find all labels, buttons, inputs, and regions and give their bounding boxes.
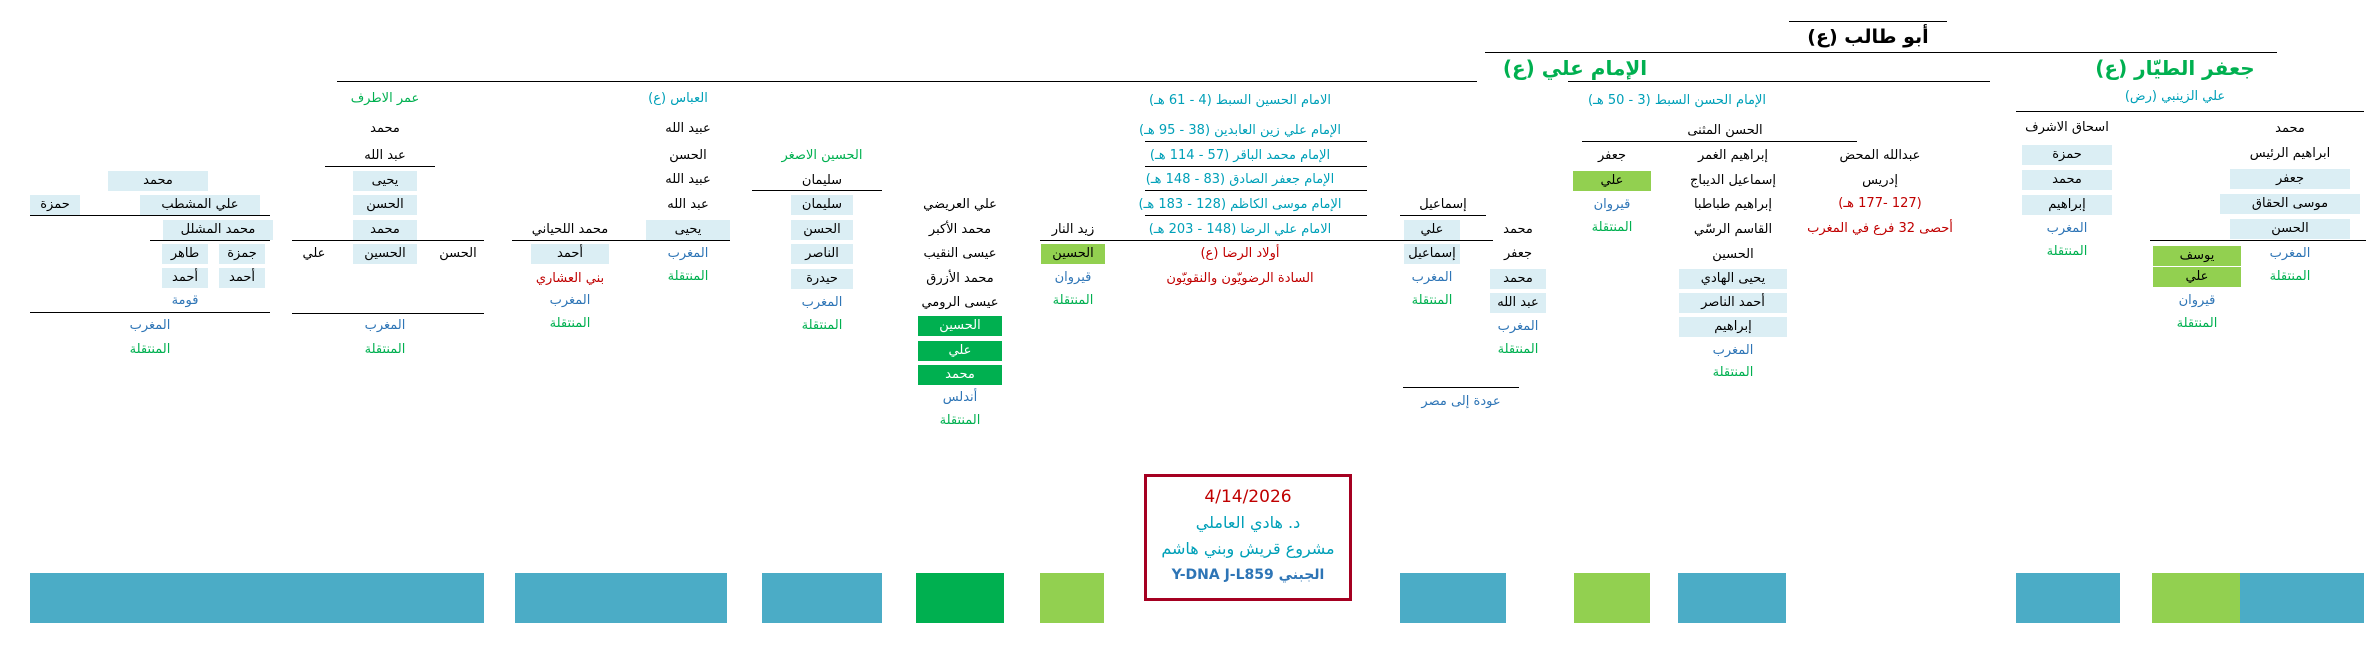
color-band [2240, 573, 2364, 623]
tree-node: علي [918, 341, 1002, 361]
tree-node: اسحاق الاشرف [2025, 120, 2109, 135]
tree-node: عيسى الرومي [921, 295, 999, 310]
tree-node: إبراهيم [1679, 317, 1787, 337]
connector-line [337, 81, 1477, 82]
tree-node: إسماعيل الديباج [1690, 173, 1776, 188]
connector-line [2150, 240, 2366, 241]
tree-node: يحيى [646, 220, 730, 240]
tree-node: إبراهيم طباطبا [1693, 197, 1773, 212]
tree-node: قومة [171, 293, 199, 308]
tree-node: المنتقلة [1712, 365, 1754, 380]
tree-node: الحسن [2230, 219, 2350, 239]
tree-node: علي [1404, 220, 1460, 240]
tree-node: أولاد الرضا (ع) [1200, 246, 1280, 261]
color-band [2152, 573, 2240, 623]
tree-node: عودة إلى مصر [1421, 394, 1501, 409]
tree-node: حمزة [30, 195, 80, 215]
tree-node: المنتقلة [801, 318, 843, 333]
connector-line [325, 166, 435, 167]
connector-line [1145, 190, 1367, 191]
credit-project: مشروع قريش وبني هاشم [1161, 539, 1335, 558]
tree-node: ابراهيم الرئيس [2249, 146, 2331, 161]
tree-node: عبد الله [364, 148, 406, 163]
tree-node: عبيد الله [665, 172, 711, 187]
tree-node: حيدرة [791, 269, 853, 289]
tree-node: علي المشطب [140, 195, 260, 215]
tree-node: علي [302, 246, 326, 261]
tree-node: الإمام علي زين العابدين (38 - 95 هـ) [1139, 123, 1341, 138]
tree-node: الحسن المثنى [1687, 123, 1763, 138]
tree-node: قيروان [1593, 197, 1631, 212]
color-band [1400, 573, 1506, 623]
tree-node: عيسى النقيب [923, 246, 997, 261]
tree-node: الامام الحسين السبط (4 - 61 هـ) [1149, 93, 1331, 108]
tree-node: جعفر [2230, 169, 2350, 189]
tree-node: الحسين [353, 244, 417, 264]
connector-line [1582, 141, 1857, 142]
tree-node: علي الزينبي (رض) [2124, 89, 2226, 104]
tree-node: يحيى [353, 171, 417, 191]
color-band [30, 573, 484, 623]
tree-node: المغرب [667, 246, 709, 261]
tree-node: المنتقلة [1411, 293, 1453, 308]
color-band [1678, 573, 1786, 623]
tree-node: أحمد [531, 244, 609, 264]
tree-node: المغرب [129, 318, 171, 333]
tree-node: عبيد الله [665, 121, 711, 136]
connector-line [1145, 166, 1367, 167]
tree-node: الحسن [353, 195, 417, 215]
tree-node: جمزة [219, 244, 265, 264]
tree-node: القاسم الرسّي [1693, 222, 1773, 237]
tree-node: أبو طالب (ع) [1807, 26, 1929, 48]
tree-node: أحمد [219, 268, 265, 288]
connector-line [292, 313, 484, 314]
tree-node: محمد اللحياني [531, 222, 609, 237]
tree-node: الحسين الاصغر [781, 148, 863, 163]
tree-node: محمد [918, 365, 1002, 385]
connector-line [1789, 21, 1947, 22]
color-band [1040, 573, 1104, 623]
tree-node: الحسن [439, 246, 477, 261]
tree-node: طاهر [162, 244, 208, 264]
connector-line [1145, 141, 1367, 142]
tree-node: المغرب [364, 318, 406, 333]
connector-line [1403, 387, 1519, 388]
connector-line [512, 240, 730, 241]
tree-node: محمد الأزرق [926, 271, 994, 286]
connector-line [1040, 240, 1367, 241]
connector-line [292, 240, 484, 241]
tree-node: الحسين [918, 316, 1002, 336]
tree-node: العباس (ع) [648, 91, 708, 106]
connector-line [30, 215, 270, 216]
tree-node: المنتقلة [129, 342, 171, 357]
tree-node: أندلس [942, 390, 978, 405]
tree-node: زيد النار [1051, 222, 1095, 237]
tree-node: إبراهيم [2022, 195, 2112, 215]
tree-node: يحيى الهادي [1679, 269, 1787, 289]
tree-node: إدريس [1862, 173, 1898, 188]
connector-line [1783, 52, 2277, 53]
tree-node: عبدالله المحض [1839, 148, 1921, 163]
tree-node: المغرب [549, 293, 591, 308]
tree-node: الامام علي الرضا (148 - 203 هـ) [1148, 222, 1332, 237]
tree-node: أحمد الناصر [1679, 293, 1787, 313]
tree-node: محمد [1490, 269, 1546, 289]
tree-node: المغرب [1411, 270, 1453, 285]
connector-line [150, 240, 270, 241]
tree-node: الإمام جعفر الصادق (83 - 148 هـ) [1145, 172, 1335, 187]
tree-node: محمد [108, 171, 208, 191]
color-band [762, 573, 882, 623]
tree-node: المنتقلة [549, 316, 591, 331]
tree-node: الإمام علي (ع) [1502, 56, 1648, 80]
color-band [916, 573, 1004, 623]
credit-box [1144, 474, 1352, 601]
tree-node: المنتقلة [2046, 244, 2088, 259]
connector-line [1367, 240, 1493, 241]
tree-node: محمد [2022, 170, 2112, 190]
tree-node: محمد الأكبر [928, 222, 992, 237]
tree-node: حمزة [2022, 145, 2112, 165]
tree-node: الإمام موسى الكاظم (128 - 183 هـ) [1138, 197, 1342, 212]
tree-node: جعفر [1597, 148, 1627, 163]
tree-node: سليمان [801, 173, 843, 188]
tree-node: قيروان [2178, 293, 2216, 308]
connector-line [1485, 52, 1783, 53]
tree-node: المنتقلة [667, 269, 709, 284]
tree-node: المغرب [2046, 221, 2088, 236]
tree-node: المنتقلة [2269, 269, 2311, 284]
tree-node: عمر الاطرف [350, 91, 420, 106]
tree-node: عبد الله [1490, 293, 1546, 313]
connector-line [1145, 215, 1367, 216]
tree-node: الإمام محمد الباقر (57 - 114 هـ) [1149, 148, 1331, 163]
tree-node: محمد المشلل [163, 220, 273, 240]
tree-node: أحمد [162, 268, 208, 288]
connector-line [1400, 215, 1486, 216]
tree-node: المنتقلة [1497, 342, 1539, 357]
tree-node: المغرب [2269, 246, 2311, 261]
tree-node: إسماعيل [1404, 244, 1460, 264]
tree-node: موسى الحقاق [2220, 194, 2360, 214]
tree-node: علي [2153, 267, 2241, 287]
tree-node: الحسين [1041, 244, 1105, 264]
tree-node: محمد [2275, 121, 2305, 136]
connector-line [1568, 81, 1990, 82]
tree-node: المنتقلة [364, 342, 406, 357]
tree-node: محمد [370, 121, 400, 136]
tree-node: بني العشاري [535, 271, 605, 286]
tree-node: قيروان [1054, 270, 1092, 285]
tree-node: المنتقلة [1052, 293, 1094, 308]
tree-node: الإمام الحسن السبط (3 - 50 هـ) [1587, 93, 1767, 108]
tree-node: إسماعيل [1419, 197, 1467, 212]
tree-node: السادة الرضويّون والنقويّون [1166, 271, 1314, 286]
tree-node: علي [1573, 171, 1651, 191]
tree-node: جعفر [1503, 246, 1533, 261]
tree-node: المغرب [801, 295, 843, 310]
tree-node: علي العريضي [923, 197, 997, 212]
tree-node: أحصى 32 فرع في المغرب [1807, 221, 1953, 236]
tree-node: إبراهيم الغمر [1697, 148, 1769, 163]
credit-haplogroup: Y-DNA J-L859 الجبني [1171, 567, 1325, 583]
tree-node: عبد الله [667, 197, 709, 212]
color-band [2016, 573, 2120, 623]
tree-node: الحسن [669, 148, 707, 163]
tree-node: (127 -177 هـ) [1838, 196, 1922, 211]
connector-line [2016, 111, 2364, 112]
tree-node: سليمان [791, 195, 853, 215]
tree-node: المغرب [1712, 343, 1754, 358]
color-band [515, 573, 727, 623]
tree-node: جعفر الطيّار (ع) [2095, 56, 2255, 80]
tree-node: يوسف [2153, 246, 2241, 266]
tree-node: محمد [353, 220, 417, 240]
credit-date: 4/14/2026 [1204, 487, 1292, 507]
connector-line [30, 312, 270, 313]
credit-author: د. هادي العاملي [1195, 513, 1301, 532]
tree-node: المغرب [1497, 319, 1539, 334]
tree-node: المنتقلة [939, 413, 981, 428]
color-band [1574, 573, 1650, 623]
tree-node: الحسن [791, 220, 853, 240]
tree-node: محمد [1503, 222, 1533, 237]
tree-node: الناصر [791, 244, 853, 264]
tree-node: المنتقلة [1591, 220, 1633, 235]
tree-node: الحسين [1712, 247, 1754, 262]
tree-node: المنتقلة [2176, 316, 2218, 331]
